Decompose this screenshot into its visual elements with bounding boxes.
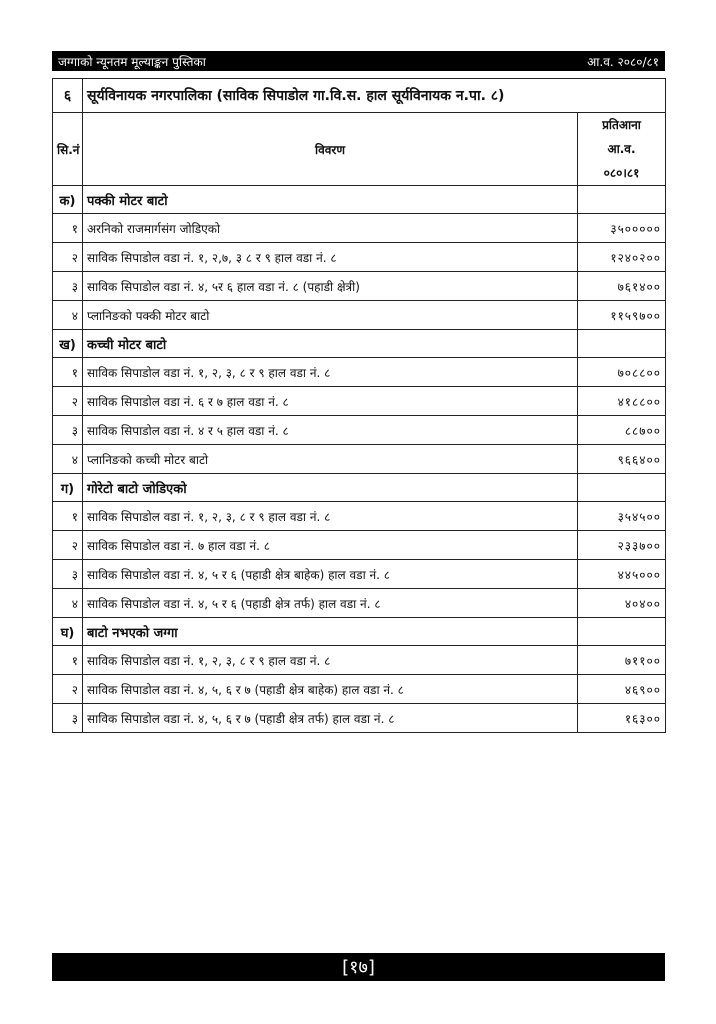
section-row <box>53 186 666 214</box>
row-description: साविक सिपाडोल वडा नं. १, २,७, ३ ८ र ९ हाल वडा नं. ८ <box>83 243 578 272</box>
row-serial: ३ <box>53 704 83 733</box>
col-header-value-line3: ०८०।८१ <box>603 166 640 180</box>
table-row <box>53 214 666 243</box>
section-title: कच्ची मोटर बाटो <box>83 330 578 358</box>
table-row <box>53 502 666 531</box>
row-description: साविक सिपाडोल वडा नं. ७ हाल वडा नं. ८ <box>83 531 578 560</box>
table-row <box>53 675 666 704</box>
page-footer <box>52 953 665 981</box>
row-value: ७६१४०० <box>578 272 666 301</box>
title-number: ६ <box>53 79 83 113</box>
row-description: साविक सिपाडोल वडा नं. ४, ५र ६ हाल वडा नं. ८ (पहाडी क्षेत्री) <box>83 272 578 301</box>
row-description: अरनिको राजमार्गसंग जोडिएको <box>83 214 578 243</box>
row-serial: ३ <box>53 560 83 589</box>
section-value-empty <box>578 474 666 502</box>
column-header-row <box>53 113 666 186</box>
page-number: [१७] <box>342 957 375 978</box>
row-serial: ४ <box>53 445 83 474</box>
table-row <box>53 531 666 560</box>
row-value: ४१८८०० <box>578 387 666 416</box>
col-header-sn: सि.नं <box>53 113 83 186</box>
page-header <box>52 51 665 71</box>
col-header-value <box>578 113 666 186</box>
section-row <box>53 474 666 502</box>
row-value: ३५४५०० <box>578 502 666 531</box>
col-header-value-line1: प्रतिआना <box>602 118 641 132</box>
section-value-empty <box>578 186 666 214</box>
section-value-empty <box>578 330 666 358</box>
row-serial: १ <box>53 358 83 387</box>
section-row <box>53 618 666 646</box>
row-serial: ४ <box>53 301 83 330</box>
row-serial: १ <box>53 646 83 675</box>
table-row <box>53 704 666 733</box>
col-header-desc: विवरण <box>83 113 578 186</box>
row-value: ४४५००० <box>578 560 666 589</box>
table-row <box>53 560 666 589</box>
row-value: १६३०० <box>578 704 666 733</box>
table-title-row <box>53 79 666 113</box>
row-description: प्लानिङको पक्की मोटर बाटो <box>83 301 578 330</box>
section-title: पक्की मोटर बाटो <box>83 186 578 214</box>
section-letter: ग) <box>53 474 83 502</box>
row-value: ९६६४०० <box>578 445 666 474</box>
row-value: ११५९७०० <box>578 301 666 330</box>
table-row <box>53 243 666 272</box>
row-serial: २ <box>53 243 83 272</box>
row-description: साविक सिपाडोल वडा नं. १, २, ३, ८ र ९ हाल वडा नं. ८ <box>83 646 578 675</box>
section-title: गोरेटो बाटो जोडिएको <box>83 474 578 502</box>
row-serial: २ <box>53 387 83 416</box>
row-serial: २ <box>53 675 83 704</box>
row-value: ४६९०० <box>578 675 666 704</box>
header-book-title: जग्गाको न्यूनतम मूल्याङ्कन पुस्तिका <box>58 54 206 69</box>
row-description: साविक सिपाडोल वडा नं. ४, ५ र ६ (पहाडी क्षेत्र तर्फ) हाल वडा नं. ८ <box>83 589 578 618</box>
table-row <box>53 387 666 416</box>
table-row <box>53 589 666 618</box>
row-description: साविक सिपाडोल वडा नं. ४, ५, ६ र ७ (पहाडी क्षेत्र तर्फ) हाल वडा नं. ८ <box>83 704 578 733</box>
valuation-table <box>52 78 666 733</box>
row-value: ४०४०० <box>578 589 666 618</box>
section-letter: घ) <box>53 618 83 646</box>
row-description: साविक सिपाडोल वडा नं. ४, ५ र ६ (पहाडी क्षेत्र बाहेक) हाल वडा नं. ८ <box>83 560 578 589</box>
section-row <box>53 330 666 358</box>
section-letter: ख) <box>53 330 83 358</box>
table-row <box>53 445 666 474</box>
table-row <box>53 272 666 301</box>
section-title: बाटो नभएको जग्गा <box>83 618 578 646</box>
row-value: ७११०० <box>578 646 666 675</box>
row-description: साविक सिपाडोल वडा नं. १, २, ३, ८ र ९ हाल वडा नं. ८ <box>83 358 578 387</box>
row-value: १२४०२०० <box>578 243 666 272</box>
row-description: साविक सिपाडोल वडा नं. ४ र ५ हाल वडा नं. ८ <box>83 416 578 445</box>
row-value: ८८७०० <box>578 416 666 445</box>
col-header-value-line2: आ.व. <box>607 142 636 156</box>
table-row <box>53 301 666 330</box>
row-serial: ३ <box>53 416 83 445</box>
row-description: साविक सिपाडोल वडा नं. ४, ५, ६ र ७ (पहाडी क्षेत्र बाहेक) हाल वडा नं. ८ <box>83 675 578 704</box>
header-fiscal-year: आ.व. २०८०/८१ <box>587 54 659 69</box>
row-value: ३५००००० <box>578 214 666 243</box>
section-value-empty <box>578 618 666 646</box>
row-description: साविक सिपाडोल वडा नं. १, २, ३, ८ र ९ हाल वडा नं. ८ <box>83 502 578 531</box>
table-row <box>53 416 666 445</box>
row-serial: ३ <box>53 272 83 301</box>
row-value: ७०८८०० <box>578 358 666 387</box>
row-serial: १ <box>53 502 83 531</box>
row-description: साविक सिपाडोल वडा नं. ६ र ७ हाल वडा नं. ८ <box>83 387 578 416</box>
row-serial: ४ <box>53 589 83 618</box>
table-row <box>53 646 666 675</box>
table-title: सूर्यविनायक नगरपालिका (साविक सिपाडोल गा.वि.स. हाल सूर्यविनायक न.पा. ८) <box>83 79 666 113</box>
row-value: २३३७०० <box>578 531 666 560</box>
row-serial: १ <box>53 214 83 243</box>
row-serial: २ <box>53 531 83 560</box>
section-letter: क) <box>53 186 83 214</box>
table-row <box>53 358 666 387</box>
row-description: प्लानिङको कच्ची मोटर बाटो <box>83 445 578 474</box>
